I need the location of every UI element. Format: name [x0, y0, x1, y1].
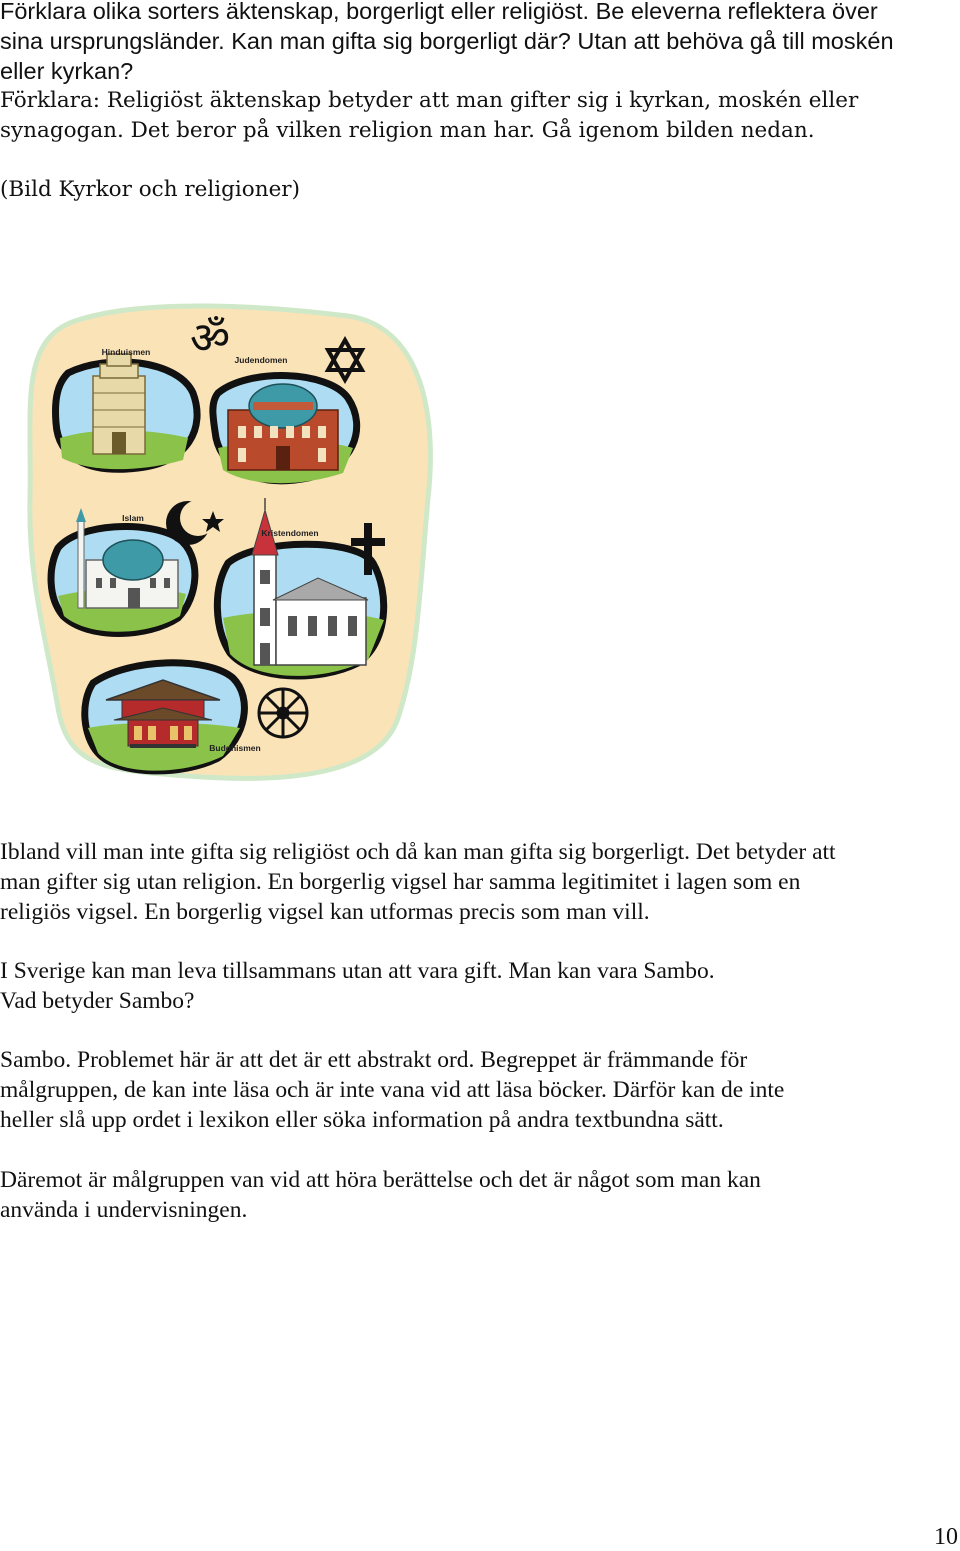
judaism-label: Judendomen	[234, 355, 288, 365]
civil-line: man gifter sig utan religion. En borgerlig vigsel har samma legitimitet i lagen som en	[0, 869, 801, 895]
sambo-line: Vad betyder Sambo?	[0, 988, 195, 1014]
problem-paragraph	[0, 1045, 958, 1135]
problem-line: heller slå upp ordet i lexikon eller söka information på andra textbundna sätt.	[0, 1107, 724, 1133]
christianity-label: Kristendomen	[261, 528, 319, 538]
explain-line: synagogan. Det beror på vilken religion man har. Gå igenom bilden nedan.	[0, 118, 815, 143]
intro-paragraph	[0, 0, 958, 86]
intro-line: Förklara olika sorters äktenskap, borgerligt eller religiöst. Be eleverna reflektera över	[0, 0, 878, 24]
om-icon: ॐ	[190, 313, 231, 364]
explain-line: Förklara: Religiöst äktenskap betyder att man gifter sig i kyrkan, moskén eller	[0, 88, 859, 113]
explain-paragraph	[0, 86, 958, 146]
problem-line: Sambo. Problemet här är att det är ett abstrakt ord. Begreppet är främmande för	[0, 1047, 748, 1073]
intro-line: eller kyrkan?	[0, 58, 134, 84]
sambo-paragraph	[0, 956, 958, 1016]
problem-line: målgruppen, de kan inte läsa och är inte vana vid att läsa böcker. Därför kan de inte	[0, 1077, 785, 1103]
religions-svg	[18, 298, 438, 798]
hinduism-label: Hinduismen	[101, 347, 151, 357]
sambo-line: I Sverige kan man leva tillsammans utan att vara gift. Man kan vara Sambo.	[0, 958, 715, 984]
civil-line: religiös vigsel. En borgerlig vigsel kan utformas precis som man vill.	[0, 899, 650, 925]
buddhism-label: Buddhismen	[209, 743, 261, 753]
religions-illustration	[18, 298, 438, 798]
civil-line: Ibland vill man inte gifta sig religiöst och då kan man gifta sig borgerligt. Det betyder att	[0, 839, 836, 865]
figure-caption: (Bild Kyrkor och religioner)	[0, 177, 300, 202]
dharma-wheel-icon	[259, 689, 307, 737]
islam-label: Islam	[122, 513, 144, 523]
stories-line: Däremot är målgruppen van vid att höra berättelse och det är något som man kan	[0, 1167, 761, 1193]
civil-marriage-paragraph	[0, 837, 958, 927]
temple-icon	[93, 354, 145, 454]
page-number: 10	[934, 1524, 958, 1550]
intro-line: sina ursprungsländer. Kan man gifta sig borgerligt där? Utan att behöva gå till moskén	[0, 28, 894, 54]
stories-line: använda i undervisningen.	[0, 1197, 248, 1223]
stories-paragraph	[0, 1165, 958, 1225]
